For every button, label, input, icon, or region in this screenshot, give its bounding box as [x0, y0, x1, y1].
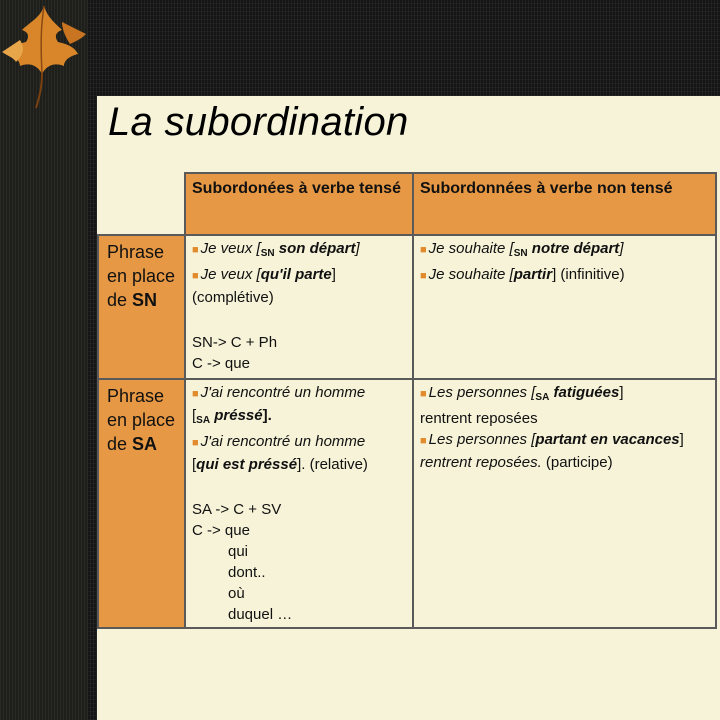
row-label-bold: SA [132, 434, 158, 454]
cell-sa-tense [185, 379, 413, 628]
bracket: ] [619, 240, 624, 257]
bracket: [ [192, 407, 197, 424]
example-bold: préssé [210, 407, 263, 424]
example-bold: partant en vacances [535, 431, 680, 448]
rewrite-rule: SA -> C + SV [192, 501, 282, 518]
example-line [420, 429, 709, 452]
example-text: Je souhaite [ [428, 240, 514, 257]
bracket: ] [355, 240, 360, 257]
table-row [98, 235, 716, 379]
square-bullet-icon: ■ [192, 437, 199, 449]
example-text: Les personnes [ [428, 384, 536, 401]
example-line [192, 454, 406, 475]
col-header-tense: Subordonées à verbe tensé [185, 173, 413, 235]
example-line [192, 405, 406, 431]
rewrite-rule: C -> que [192, 355, 250, 372]
rule-item: duquel … [228, 606, 293, 623]
type-note: (relative) [309, 456, 368, 473]
example-bold: qui est préssé [196, 456, 298, 473]
example-bold: son départ [274, 240, 356, 257]
example-line [192, 382, 406, 405]
type-note: (infinitive) [560, 266, 625, 283]
example-line [192, 431, 406, 454]
subordination-table [97, 172, 717, 629]
bracket: ] [679, 431, 684, 448]
example-line [192, 264, 406, 287]
example-text: Je souhaite [ [428, 266, 514, 283]
example-continuation: rentrent reposées. [420, 454, 542, 471]
col-header-nontense: Subordonnées à verbe non tensé [413, 173, 716, 235]
subscript-label: SA [535, 392, 550, 403]
table-corner [98, 173, 185, 235]
example-text: J'ai rencontré un homme [200, 433, 366, 450]
cell-sa-nontense [413, 379, 716, 628]
square-bullet-icon: ■ [192, 388, 199, 400]
row-header-sa [98, 379, 185, 628]
example-bold: notre départ [527, 240, 620, 257]
type-note: (complétive) [192, 289, 274, 306]
rewrite-rule: SN-> C + Ph [192, 334, 278, 351]
bracket: ] [552, 266, 557, 283]
example-text: Je veux [ [200, 240, 261, 257]
row-header-sn [98, 235, 185, 379]
subscript-label: SA [196, 415, 211, 426]
bracket: ]. [297, 456, 306, 473]
cell-sn-nontense [413, 235, 716, 379]
rule-item: qui [228, 543, 249, 560]
example-text: Les personnes [ [428, 431, 536, 448]
square-bullet-icon: ■ [420, 388, 427, 400]
square-bullet-icon: ■ [420, 270, 427, 282]
example-bold: qu'il parte [260, 266, 332, 283]
rewrite-rule: C -> que [192, 522, 250, 539]
square-bullet-icon: ■ [192, 244, 199, 256]
example-line [420, 264, 709, 287]
bracket: [ [192, 456, 197, 473]
example-line [192, 238, 406, 264]
rule-item: dont.. [228, 564, 266, 581]
type-note: (participe) [545, 454, 613, 471]
example-line [420, 238, 709, 264]
example-line [420, 452, 709, 473]
bracket: ] [331, 266, 336, 283]
cell-sn-tense [185, 235, 413, 379]
bracket: ]. [262, 407, 272, 424]
row-label-bold: SN [132, 290, 158, 310]
example-line [420, 382, 709, 408]
subscript-label: SN [513, 248, 528, 259]
example-text: J'ai rencontré un homme [200, 384, 366, 401]
subscript-label: SN [260, 248, 275, 259]
row-label: Phrase en place de [107, 386, 176, 454]
table-row [98, 379, 716, 628]
autumn-leaf-icon [0, 0, 90, 110]
rule-item: où [228, 585, 245, 602]
example-bold: partir [513, 266, 553, 283]
example-text: Je veux [ [200, 266, 261, 283]
example-continuation: rentrent reposées [420, 410, 538, 427]
square-bullet-icon: ■ [420, 244, 427, 256]
square-bullet-icon: ■ [420, 435, 427, 447]
bracket: ] [619, 384, 624, 401]
row-label: Phrase en place de [107, 242, 176, 310]
square-bullet-icon: ■ [192, 270, 199, 282]
slide-title: La subordination [108, 100, 409, 144]
example-bold: fatiguées [549, 384, 620, 401]
